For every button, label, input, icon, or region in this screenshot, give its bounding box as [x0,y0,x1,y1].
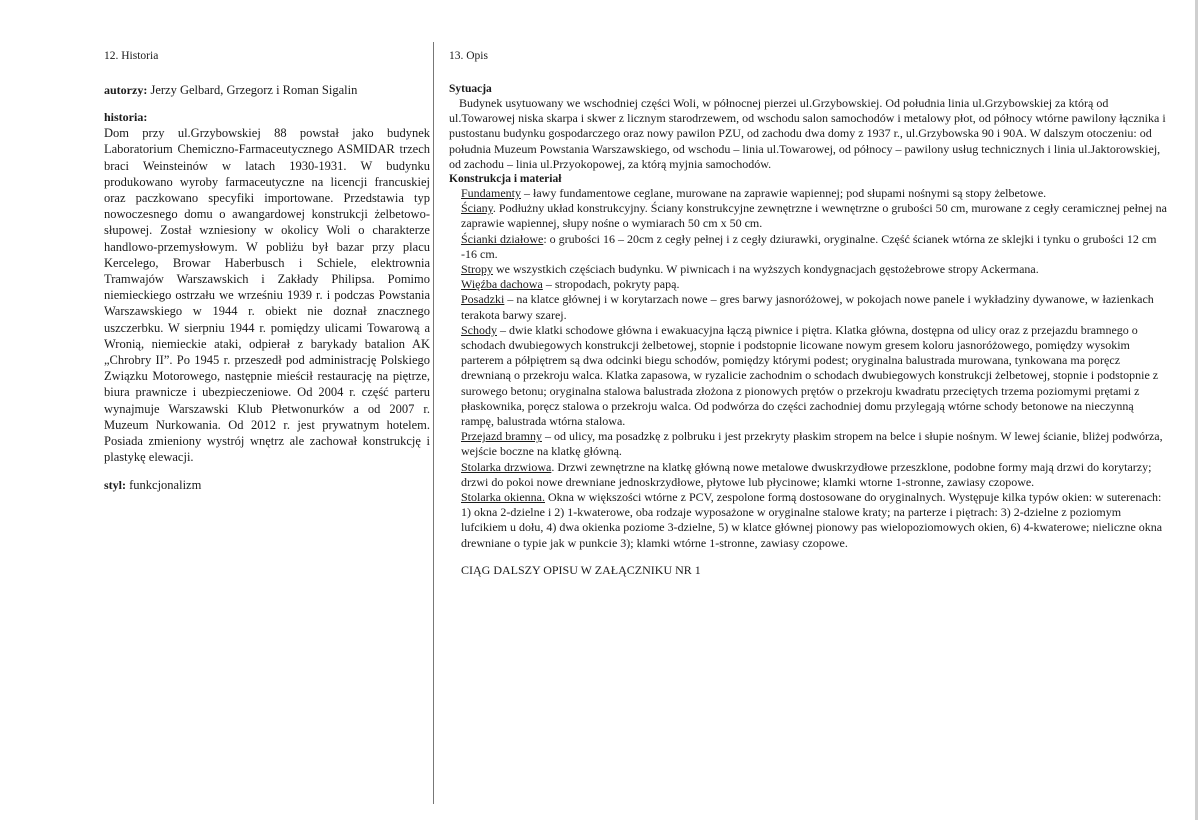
item-term: Ścianki działowe [461,231,544,246]
item-text: – ławy fundamentowe ceglane, murowane na zaprawie wapiennej; pod słupami nośnymi są stopy żelbetowe. [521,186,1047,201]
item-text: : o grubości 16 – 20cm z cegły pełnej i z cegły dziurawki, oryginalne. Część ścianek wtórna ze sklejki i tynku o grubości 12 cm -16 cm. [461,231,1157,261]
item-term: Fundamenty [461,186,521,201]
item-text: we wszystkich częściach budynku. W piwnicach i na wyższych kondygnacjach gęstożebrowe stropy Ackermana. [493,262,1039,277]
authors-row [104,82,430,98]
construction-item-sciany [449,201,1169,231]
construction-item-scianki [449,232,1169,262]
item-term: Przejazd bramny [461,429,542,444]
item-term: Stolarka drzwiowa [461,459,552,474]
item-text: – stropodach, pokryty papą. [542,277,680,292]
history-column [104,50,430,494]
construction-item-fundamenty [449,186,1169,201]
history-section-header: 12. Historia [104,50,159,62]
item-text: . Drzwi zewnętrzne na klatkę główną nowe metalowe dwuskrzydłowe przeszklone, podobne formy mają drzwi do korytarzy; drzwi do pokoi nowe drewniane jednoskrzydłowe, płytowe lub płycinowe; klamki wtorne 1-stronne, zawiasy czopowe. [461,459,1152,489]
situation-text: Budynek usytuowany we wschodniej części Woli, w północnej pierzei ul.Grzybowskiej. Od południa linia ul.Grzybowskiej za którą od ul.Towarowej niska skarpa i skwer z licznym starodrzewem, od wschodu salon samochodów i metalowy płot, od północy wtórne pawilony łącznika i pustostanu budynku gospodarczego oraz nowy pawilon PZU, od zachodu dwa domy z 1937 r., ul.Grzybowska 90 i 90A. W dalszym otoczeniu: od południa Muzeum Powstania Warszawskiego, od wschodu – linia ul.Towarowej, od północy – pawilony usług technicznych i linia ul.Jaktorowskiej, od zachodu – linia ul.Przyokopowej, za którą myjnia samochodów. [449,96,1166,171]
authors-value: Jerzy Gelbard, Grzegorz i Roman Sigalin [147,83,358,97]
item-text: . Podłużny układ konstrukcyjny. Ściany konstrukcyjne zewnętrzne i wewnętrzne o grubości 50 cm, murowane z cegły ceramicznej pełnej na zaprawie wapiennej, słupy nośne o wymiarach 50 cm x 50 cm. [461,201,1167,231]
history-label: historia: [104,110,148,125]
item-text: – na klatce głównej i w korytarzach nowe – gres barwy jasnoróżowej, w pokojach nowe panele i wykładziny dywanowe, w łazienkach terakota barwy szarej. [461,292,1154,322]
continuation-note: CIĄG DALSZY OPISU W ZAŁĄCZNIKU NR 1 [461,562,701,577]
construction-item-stolarka-drzwiowa [449,460,1169,490]
construction-item-przejazd [449,429,1169,459]
item-term: Więźba dachowa [461,277,543,292]
construction-item-stropy [449,262,1169,277]
item-term: Stropy [461,262,494,277]
column-divider [433,42,434,804]
construction-heading: Konstrukcja i materiał [449,173,562,186]
construction-item-stolarka-okienna [449,490,1169,551]
history-text: Dom przy ul.Grzybowskiej 88 powstał jako budynek Laboratorium Chemiczno-Farmaceutycznego ASMIDAR trzech braci Weinsteinów w latach 1930-1931. W budynku produkowano wyroby farmaceutyczne na licencji francuskiej oraz paczkowano specyfiki importowane. Przedstawia typ nowoczesnego domu o awangardowej konstrukcji żelbetowo-słupowej. Został wzniesiony w okolicy Woli o charakterze handlowo-przemysłowym. W pobliżu był bazar przy placu Kercelego, Browar Haberbusch i Schiele, elektrownia Tramwajów Warszawskich i Zakłady Philipsa. Pomimo niemieckiego ostrzału we wrześniu 1939 r. i podczas Powstania Warszawskiego w 1944 r. obiekt nie doznał znacznego uszczerbku. W sierpniu 1944 r. pomiędzy ulicami Towarową a Wronią, niemieckie ataki, odpierał z barykady batalion AK „Chrobry II”. Po 1945 r. przeszedł pod administrację Polskiego Związku Motorowego, następnie mieścił restaurację na piętrze, biura prawnicze i ubezpieczeniowe. Od 2004 r. część parteru wynajmuje Warszawski Klub Płetwonurków a od 2007 r. Muzeum Nurkowania. Od 2012 r. jest prywatnym hotelem. Posiada zmieniony wystrój wnętrz ale zachował konstrukcję i plastykę elewacji. [104,126,430,465]
description-section-header: 13. Opis [449,50,488,62]
style-row [104,477,430,493]
style-label: styl: [104,478,126,493]
item-term: Schody [461,322,497,337]
item-term: Stolarka okienna. [461,490,545,505]
description-column [449,50,1169,578]
item-text: – od ulicy, ma posadzkę z polbruku i jest przekryty płaskim stropem na belce i słupie nośnym. W lewej ścianie, bliżej podwórza, wejście boczne na klatkę główną. [461,429,1163,459]
style-value: funkcjonalizm [126,478,202,493]
construction-item-schody [449,323,1169,429]
item-text: – dwie klatki schodowe główna i ewakuacyjna łączą piwnice i piętra. Klatka główna, dostępna od ulicy oraz z przejazdu bramnego o schodach dwubiegowych konstrukcji żelbetowej, stopnie i podstopnie licowane nowym gresem koloru jasnoróżowego, pomiędzy wysokim parterem a półpiętrem są dwa odcinki biegu schodów, pomiędzy którymi podest; oryginalna balustrada murowana, tynkowana ma poręcz drewnianą o przekroju walca. Klatka zapasowa, w ryzalicie zachodnim o schodach dwubiegowych konstrukcji żelbetowej, stopnie i podstopnie z surowego betonu; oryginalna stalowa balustrada złożona z pionowych prętów o przekroju kwadratu przeciętych trzema poziomymi prętami z płaskownika, poręcz stalowa o przekroju walca. Od podwórza do części zachodniej domu przylegają wtórne schody betonowe na nieczynną rampę, balustrada wtórna stalowa. [461,322,1159,429]
authors-label: autorzy: [104,83,148,97]
item-text: Okna w większości wtórne z PCV, zespolone formą dostosowane do oryginalnych. Występuje kilka typów okien: w suterenach: 1) okna 2-dzielne i 2) 1-kwaterowe, oba rodzaje wyposażone w oryginalne stalowe kraty; na parterze i piętrach: 3) 2-dzielne z poziomym lufcikiem u dołu, 4) dwa okienka poziome 3-dzielne, 5) w klatce głównej pionowy pas wielopoziomowych okien, 6) 4-kwaterowe; nieliczne okna drewniane o typie jak w punkcie 3); klamki wtórne 1-stronne, zawiasy czopowe. [461,490,1163,550]
item-term: Ściany [461,201,493,216]
construction-item-wiezba [449,277,1169,292]
construction-item-posadzki [449,292,1169,322]
item-term: Posadzki [461,292,505,307]
situation-heading: Sytuacja [449,83,492,95]
